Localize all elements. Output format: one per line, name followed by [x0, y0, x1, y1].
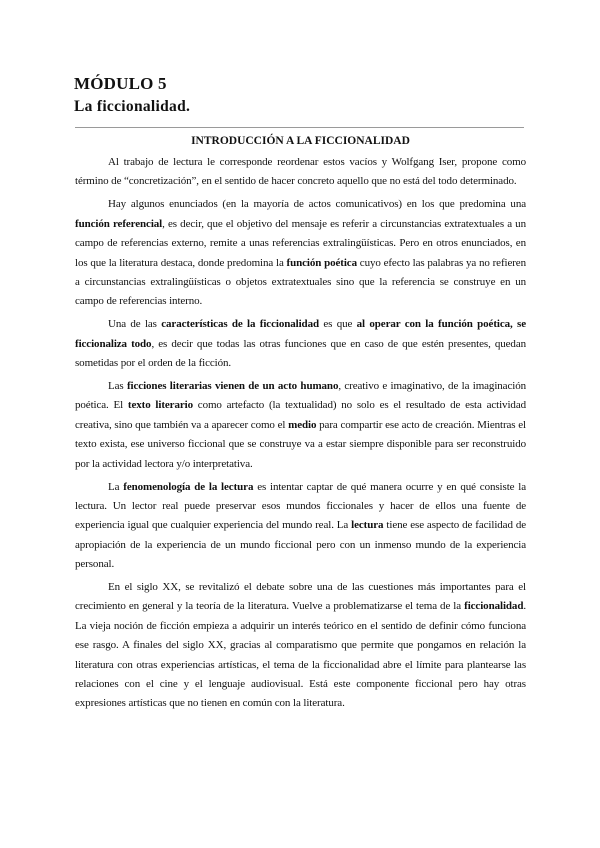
section-heading: INTRODUCCIÓN A LA FICCIONALIDAD	[191, 135, 410, 147]
text-run: cuyo efecto las palabras ya no refieren a circunstancias extralingüísticas o objetos extratextuales sino que la referencia se construye en un campo de referencias interno.	[75, 256, 526, 308]
text-run: La	[108, 480, 124, 493]
text-run: tiene ese aspecto de facilidad de apropiación de la experiencia de un mundo ficcional pero con un inmenso mundo de la experiencia personal.	[75, 519, 526, 571]
bold-term: lectura	[351, 519, 384, 532]
bold-term: medio	[288, 418, 317, 431]
text-run: Las	[108, 379, 127, 392]
paragraph	[75, 315, 526, 373]
text-run: es intentar captar de qué manera ocurre y en qué consiste la lectura. Un lector real puede preservar esos mundos ficcionales y hacer de ellos una fuente de experiencia igual que cualquier experiencia del mundo real. La	[75, 480, 527, 532]
bold-term: función referencial	[75, 217, 163, 230]
text-run: . La vieja noción de ficción empieza a adquirir un interés teórico en el sentido de definir cómo funciona ese rasgo. A finales del siglo XX, gracias al comparatismo que permite que pongamos en relación la literatura con otras experiencias artísticas, el tema de la ficcionalidad abre el límite para plantearse las relaciones con el cine y el lenguaje audiovisual. Está este componente ficcional pero hay otras expresiones artísticas que no tienen en común con la literatura.	[75, 600, 526, 710]
paragraph	[75, 578, 526, 714]
paragraph	[75, 195, 526, 311]
text-run: Una de las	[108, 318, 162, 331]
bold-term: ficcionalidad	[464, 600, 524, 613]
bold-term: fenomenología de la lectura	[123, 480, 254, 493]
text-run: como artefacto (la textualidad) no solo es el resultado de esta actividad creativa, sino que también va a aparecer como el	[75, 399, 526, 431]
module-title: MÓDULO 5	[74, 74, 167, 93]
text-run: para compartir ese acto de creación. Mientras el texto exista, ese universo ficcional que se construye va a estar siempre disponible para ser reconstruido por la actividad lectora y/o interpretativa.	[75, 418, 527, 470]
text-run: Hay algunos enunciados (en la mayoría de actos comunicativos) en los que predomina una	[108, 198, 526, 211]
text-run: es que	[319, 318, 357, 331]
bold-term: características de la ficcionalidad	[161, 318, 319, 331]
bold-term: al operar con la función poética, se ficcionaliza todo	[75, 318, 527, 350]
text-run: En el siglo XX, se revitalizó el debate sobre una de las cuestiones más importantes para el crecimiento en general y la teoría de la literatura. Vuelve a problematizarse el tema de la	[75, 581, 526, 613]
text-run: , creativo e imaginativo, de la imaginación poética. El	[75, 379, 527, 412]
text-run: , es decir que todas las otras funciones que en caso de que estén presentes, quedan sometidas por el orden de la ficción.	[75, 337, 527, 370]
bold-term: texto literario	[127, 399, 193, 412]
text-run: , es decir, que el objetivo del mensaje es referir a circunstancias extratextuales a un campo de referencias externo, remite a unas referencias extralingüísticas. Pero en otros enunciados, en los que la literatura destaca, donde predomina la	[75, 217, 526, 269]
title-divider	[75, 127, 524, 128]
paragraph	[75, 478, 526, 575]
paragraph	[75, 377, 526, 474]
module-subtitle: La ficcionalidad.	[74, 98, 191, 115]
text-run: Al trabajo de lectura le corresponde reordenar estos vacíos y Wolfgang Iser, propone como término de “concretización”, en el sentido de hacer concreto aquello que no está del todo determinado.	[75, 156, 526, 188]
document-body	[75, 132, 526, 717]
bold-term: ficciones literarias vienen de un acto humano	[126, 379, 339, 392]
paragraph	[75, 153, 526, 192]
bold-term: función poética	[286, 256, 357, 269]
